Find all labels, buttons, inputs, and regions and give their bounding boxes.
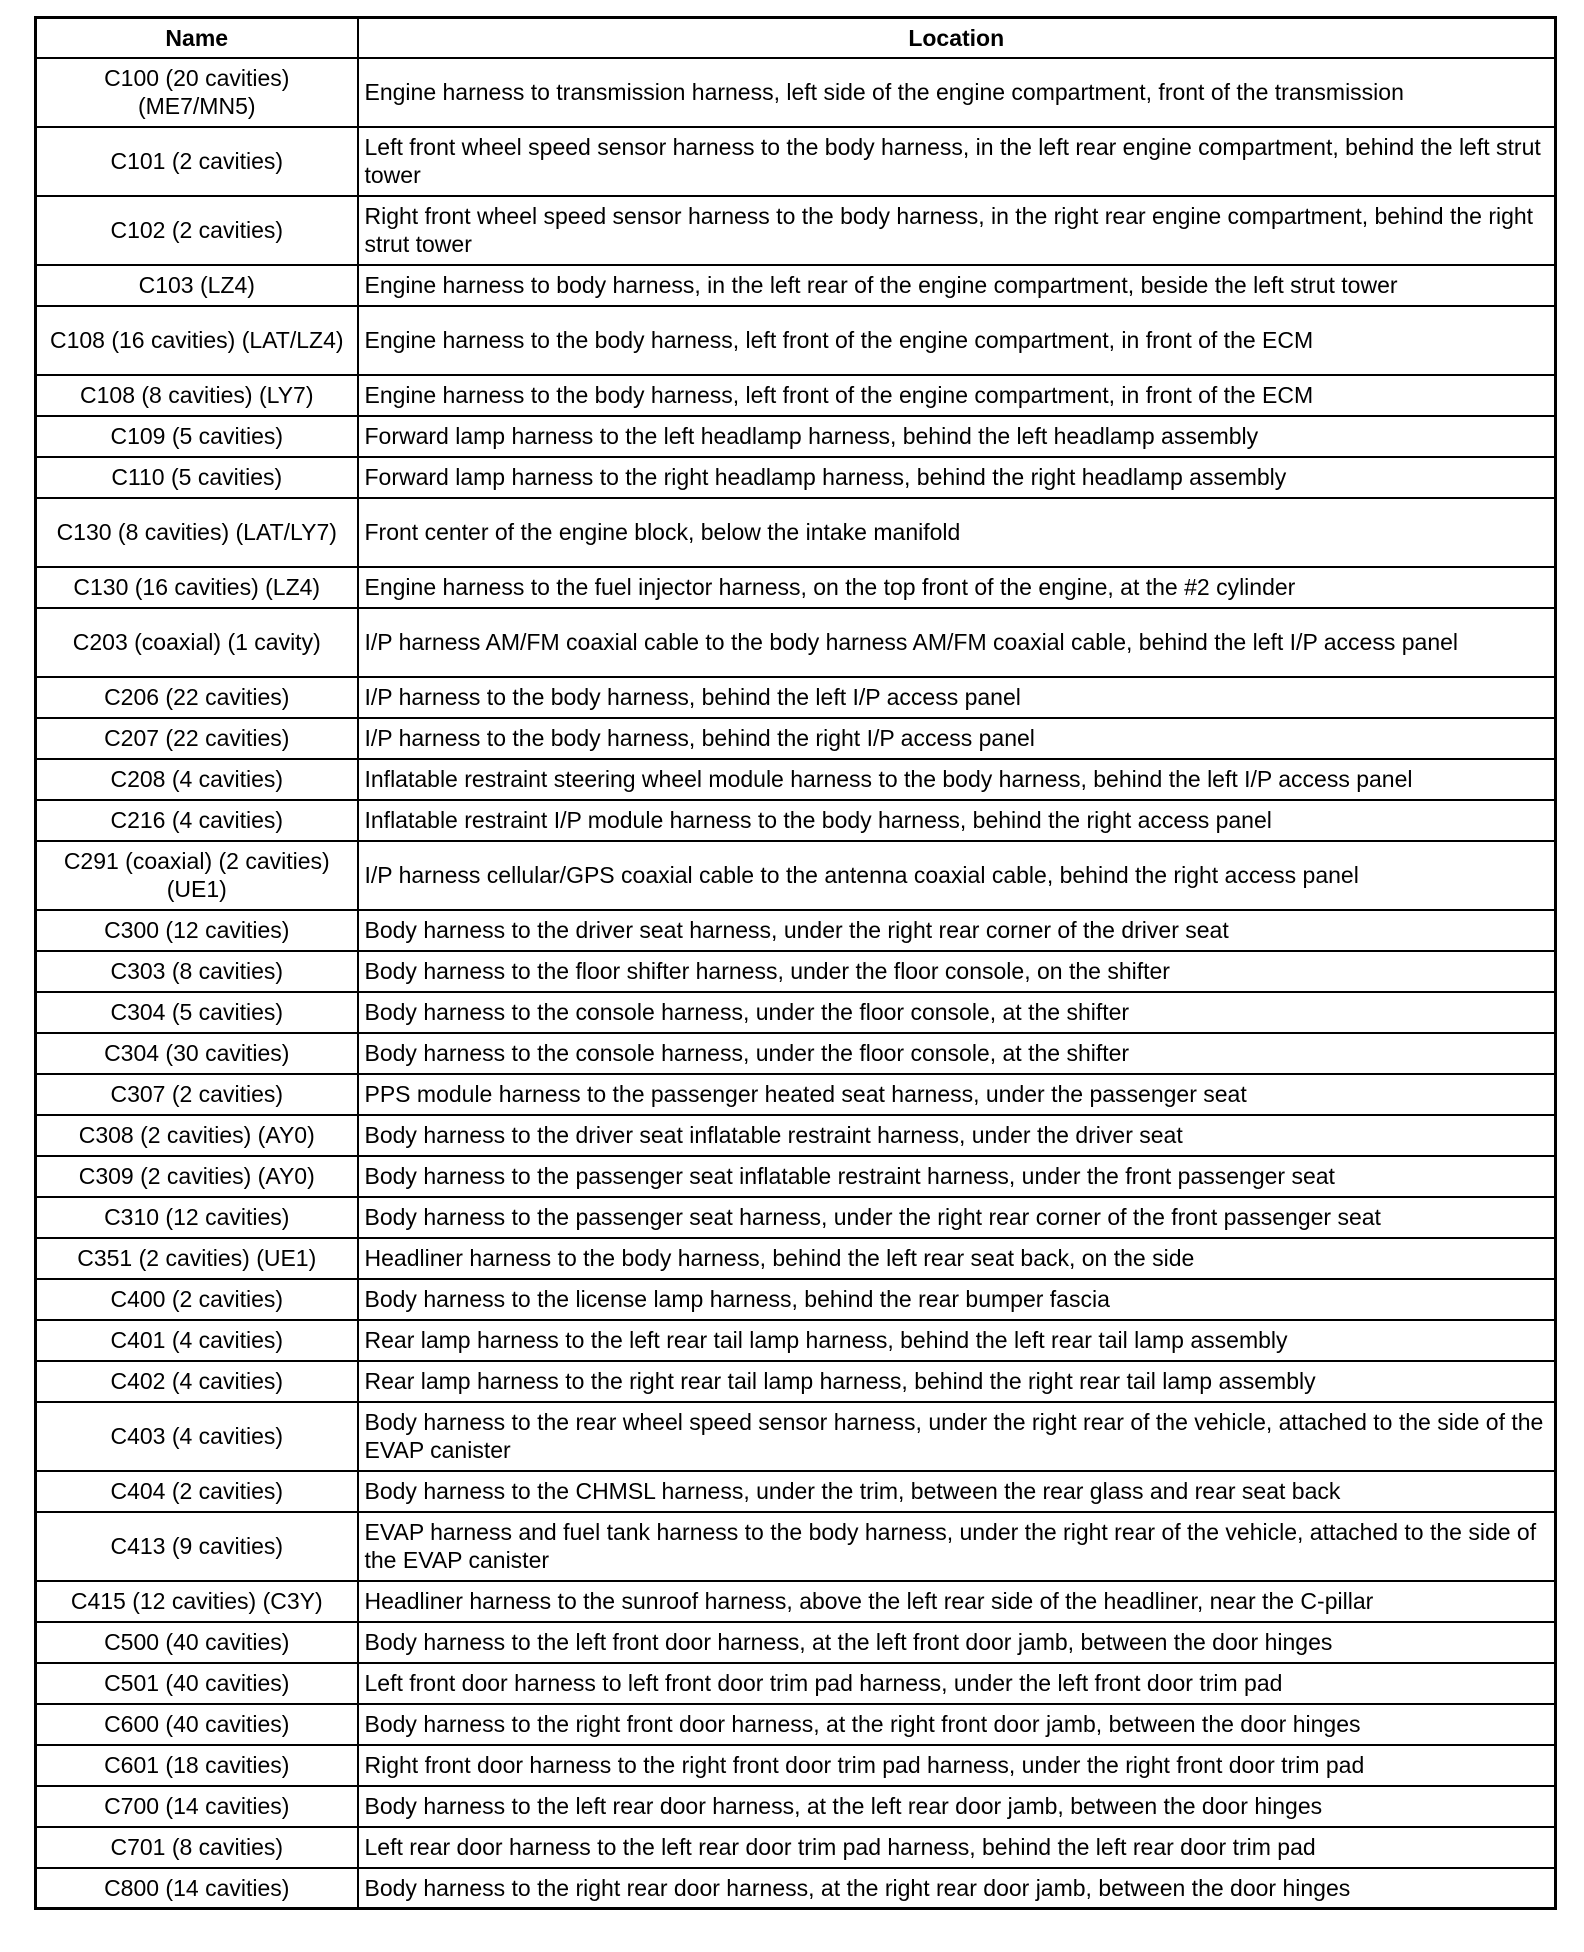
connector-name-cell: C101 (2 cavities): [36, 127, 358, 196]
connector-name-cell: C402 (4 cavities): [36, 1361, 358, 1402]
connector-name-cell: C701 (8 cavities): [36, 1827, 358, 1868]
connector-location-cell: Left front wheel speed sensor harness to the body harness, in the left rear engine compartment, behind the left strut tower: [358, 127, 1556, 196]
connector-location-cell: Front center of the engine block, below the intake manifold: [358, 498, 1556, 567]
connector-name-cell: C401 (4 cavities): [36, 1320, 358, 1361]
table-row: [36, 841, 1556, 910]
connector-name-cell: C303 (8 cavities): [36, 951, 358, 992]
table-row: [36, 1786, 1556, 1827]
table-row: [36, 1156, 1556, 1197]
connector-name-cell: C110 (5 cavities): [36, 457, 358, 498]
header-row: [36, 18, 1556, 58]
table-row: [36, 1115, 1556, 1156]
connector-location-cell: I/P harness to the body harness, behind the left I/P access panel: [358, 677, 1556, 718]
table-row: [36, 677, 1556, 718]
table-row: [36, 306, 1556, 375]
connector-name-cell: C601 (18 cavities): [36, 1745, 358, 1786]
connector-name-cell: C307 (2 cavities): [36, 1074, 358, 1115]
table-row: [36, 1033, 1556, 1074]
connector-name-cell: C108 (16 cavities) (LAT/LZ4): [36, 306, 358, 375]
connector-location-cell: Body harness to the passenger seat harness, under the right rear corner of the front passenger seat: [358, 1197, 1556, 1238]
connector-location-cell: Body harness to the rear wheel speed sensor harness, under the right rear of the vehicle, attached to the side of the EVAP canister: [358, 1402, 1556, 1471]
connector-name-cell: C308 (2 cavities) (AY0): [36, 1115, 358, 1156]
connector-name-cell: C103 (LZ4): [36, 265, 358, 306]
table-row: [36, 1402, 1556, 1471]
connector-location-cell: Body harness to the passenger seat inflatable restraint harness, under the front passenger seat: [358, 1156, 1556, 1197]
connector-name-cell: C203 (coaxial) (1 cavity): [36, 608, 358, 677]
connector-location-cell: EVAP harness and fuel tank harness to the body harness, under the right rear of the vehicle, attached to the side of the EVAP canister: [358, 1512, 1556, 1581]
connector-name-cell: C206 (22 cavities): [36, 677, 358, 718]
table-row: [36, 127, 1556, 196]
column-header-location: Location: [358, 18, 1556, 58]
column-header-name: Name: [36, 18, 358, 58]
connector-name-cell: C300 (12 cavities): [36, 910, 358, 951]
table-row: [36, 196, 1556, 265]
connector-name-cell: C102 (2 cavities): [36, 196, 358, 265]
connector-location-cell: Forward lamp harness to the left headlamp harness, behind the left headlamp assembly: [358, 416, 1556, 457]
table-row: [36, 1238, 1556, 1279]
table-row: [36, 457, 1556, 498]
connector-name-cell: C600 (40 cavities): [36, 1704, 358, 1745]
connector-location-cell: Body harness to the CHMSL harness, under the trim, between the rear glass and rear seat back: [358, 1471, 1556, 1512]
connector-name-cell: C413 (9 cavities): [36, 1512, 358, 1581]
connector-name-cell: C403 (4 cavities): [36, 1402, 358, 1471]
connector-location-cell: Body harness to the driver seat inflatable restraint harness, under the driver seat: [358, 1115, 1556, 1156]
table-row: [36, 800, 1556, 841]
connector-name-cell: C700 (14 cavities): [36, 1786, 358, 1827]
table-row: [36, 1471, 1556, 1512]
connector-name-cell: C309 (2 cavities) (AY0): [36, 1156, 358, 1197]
table-row: [36, 498, 1556, 567]
connector-location-cell: Left rear door harness to the left rear door trim pad harness, behind the left rear door trim pad: [358, 1827, 1556, 1868]
table-row: [36, 1361, 1556, 1402]
connector-name-cell: C130 (8 cavities) (LAT/LY7): [36, 498, 358, 567]
table-row: [36, 1745, 1556, 1786]
connector-location-cell: Body harness to the left front door harness, at the left front door jamb, between the door hinges: [358, 1622, 1556, 1663]
connector-location-cell: I/P harness cellular/GPS coaxial cable to the antenna coaxial cable, behind the right access panel: [358, 841, 1556, 910]
connector-location-cell: Body harness to the right front door harness, at the right front door jamb, between the door hinges: [358, 1704, 1556, 1745]
connector-name-cell: C208 (4 cavities): [36, 759, 358, 800]
table-row: [36, 58, 1556, 127]
connector-name-cell: C501 (40 cavities): [36, 1663, 358, 1704]
connector-location-cell: Headliner harness to the body harness, behind the left rear seat back, on the side: [358, 1238, 1556, 1279]
connector-location-cell: Body harness to the right rear door harness, at the right rear door jamb, between the door hinges: [358, 1868, 1556, 1909]
connector-location-cell: I/P harness to the body harness, behind the right I/P access panel: [358, 718, 1556, 759]
connector-name-cell: C415 (12 cavities) (C3Y): [36, 1581, 358, 1622]
table-row: [36, 718, 1556, 759]
connector-location-cell: Right front door harness to the right front door trim pad harness, under the right front door trim pad: [358, 1745, 1556, 1786]
table-row: [36, 567, 1556, 608]
connector-location-cell: Right front wheel speed sensor harness to the body harness, in the right rear engine compartment, behind the right strut tower: [358, 196, 1556, 265]
connector-location-cell: Engine harness to the fuel injector harness, on the top front of the engine, at the #2 cylinder: [358, 567, 1556, 608]
connector-name-cell: C100 (20 cavities) (ME7/MN5): [36, 58, 358, 127]
table-row: [36, 1074, 1556, 1115]
connector-location-cell: Body harness to the console harness, under the floor console, at the shifter: [358, 992, 1556, 1033]
table-row: [36, 1868, 1556, 1909]
connector-name-cell: C291 (coaxial) (2 cavities) (UE1): [36, 841, 358, 910]
connector-location-table: [34, 16, 1557, 1910]
connector-name-cell: C351 (2 cavities) (UE1): [36, 1238, 358, 1279]
connector-name-cell: C216 (4 cavities): [36, 800, 358, 841]
connector-name-cell: C404 (2 cavities): [36, 1471, 358, 1512]
table-row: [36, 1622, 1556, 1663]
connector-name-cell: C304 (5 cavities): [36, 992, 358, 1033]
connector-location-cell: Engine harness to the body harness, left front of the engine compartment, in front of the ECM: [358, 306, 1556, 375]
connector-location-cell: Left front door harness to left front door trim pad harness, under the left front door trim pad: [358, 1663, 1556, 1704]
table-row: [36, 1320, 1556, 1361]
table-row: [36, 759, 1556, 800]
connector-location-cell: Body harness to the console harness, under the floor console, at the shifter: [358, 1033, 1556, 1074]
connector-name-cell: C400 (2 cavities): [36, 1279, 358, 1320]
connector-name-cell: C800 (14 cavities): [36, 1868, 358, 1909]
connector-location-cell: Body harness to the left rear door harness, at the left rear door jamb, between the door hinges: [358, 1786, 1556, 1827]
connector-location-cell: Headliner harness to the sunroof harness, above the left rear side of the headliner, near the C-pillar: [358, 1581, 1556, 1622]
connector-name-cell: C108 (8 cavities) (LY7): [36, 375, 358, 416]
connector-location-cell: Rear lamp harness to the left rear tail lamp harness, behind the left rear tail lamp assembly: [358, 1320, 1556, 1361]
table-row: [36, 951, 1556, 992]
connector-name-cell: C304 (30 cavities): [36, 1033, 358, 1074]
table-body: [36, 58, 1556, 1909]
connector-name-cell: C310 (12 cavities): [36, 1197, 358, 1238]
connector-location-cell: Body harness to the license lamp harness, behind the rear bumper fascia: [358, 1279, 1556, 1320]
table-row: [36, 1512, 1556, 1581]
connector-name-cell: C130 (16 cavities) (LZ4): [36, 567, 358, 608]
connector-location-cell: PPS module harness to the passenger heated seat harness, under the passenger seat: [358, 1074, 1556, 1115]
table-row: [36, 375, 1556, 416]
table-row: [36, 1279, 1556, 1320]
connector-location-cell: Engine harness to transmission harness, left side of the engine compartment, front of the transmission: [358, 58, 1556, 127]
table-row: [36, 416, 1556, 457]
table-row: [36, 992, 1556, 1033]
table-row: [36, 1827, 1556, 1868]
connector-location-cell: Body harness to the driver seat harness, under the right rear corner of the driver seat: [358, 910, 1556, 951]
table-row: [36, 1704, 1556, 1745]
table-row: [36, 910, 1556, 951]
connector-location-cell: Engine harness to body harness, in the left rear of the engine compartment, beside the left strut tower: [358, 265, 1556, 306]
table-row: [36, 1581, 1556, 1622]
connector-name-cell: C109 (5 cavities): [36, 416, 358, 457]
connector-location-cell: Body harness to the floor shifter harness, under the floor console, on the shifter: [358, 951, 1556, 992]
table-row: [36, 1663, 1556, 1704]
connector-name-cell: C500 (40 cavities): [36, 1622, 358, 1663]
table-row: [36, 1197, 1556, 1238]
connector-location-cell: Inflatable restraint steering wheel module harness to the body harness, behind the left I/P access panel: [358, 759, 1556, 800]
connector-location-cell: Rear lamp harness to the right rear tail lamp harness, behind the right rear tail lamp assembly: [358, 1361, 1556, 1402]
table-row: [36, 608, 1556, 677]
table-row: [36, 265, 1556, 306]
connector-location-cell: Forward lamp harness to the right headlamp harness, behind the right headlamp assembly: [358, 457, 1556, 498]
connector-location-cell: I/P harness AM/FM coaxial cable to the body harness AM/FM coaxial cable, behind the left I/P access panel: [358, 608, 1556, 677]
connector-location-cell: Engine harness to the body harness, left front of the engine compartment, in front of the ECM: [358, 375, 1556, 416]
connector-name-cell: C207 (22 cavities): [36, 718, 358, 759]
connector-location-cell: Inflatable restraint I/P module harness to the body harness, behind the right access panel: [358, 800, 1556, 841]
